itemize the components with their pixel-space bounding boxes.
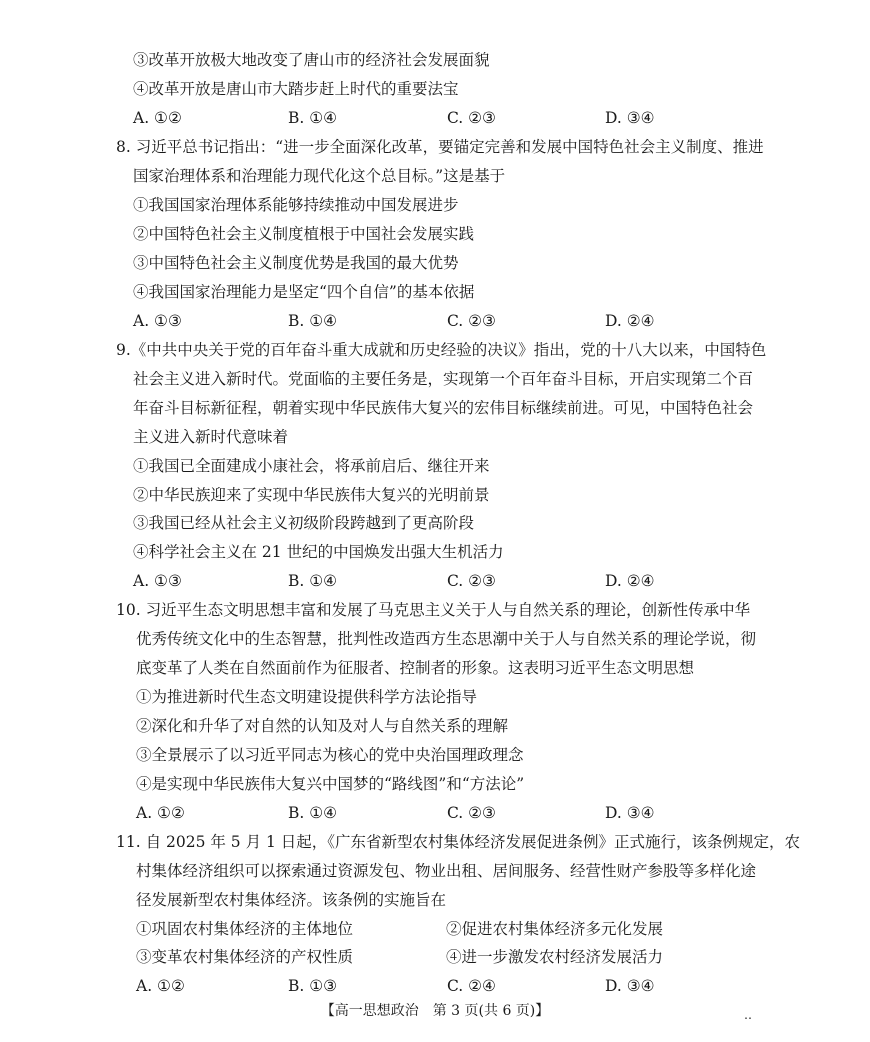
- q8-statement-2: ②中国特色社会主义制度植根于中国社会发展实践: [133, 225, 475, 243]
- q11-statement-1: ①巩固农村集体经济的主体地位: [136, 920, 354, 938]
- q10-choice-b: B. ①④: [288, 804, 338, 822]
- q9-choice-d: D. ②④: [605, 572, 655, 590]
- footer-mark: ‥: [744, 1008, 753, 1022]
- q9-statement-4: ④科学社会主义在 21 世纪的中国焕发出强大生机活力: [133, 543, 504, 561]
- q11-choice-a: A. ①②: [136, 977, 185, 995]
- q8-stem-line-2: 国家治理体系和治理能力现代化这个总目标。”这是基于: [133, 167, 506, 185]
- q10-stem-line-1: 10. 习近平生态文明思想丰富和发展了马克思主义关于人与自然关系的理论，创新性传承中华: [116, 601, 751, 619]
- q10-statement-3: ③全景展示了以习近平同志为核心的党中央治国理政理念: [136, 746, 524, 764]
- q11-stem-line-1: 11. 自 2025 年 5 月 1 日起，《广东省新型农村集体经济发展促进条例》正式施行，该条例规定，农: [116, 833, 801, 851]
- q8-statement-3: ③中国特色社会主义制度优势是我国的最大优势: [133, 254, 459, 272]
- footer-page-info: 【高一思想政治 第 3 页(共 6 页)】: [320, 1003, 550, 1019]
- q7-statement-4: ④改革开放是唐山市大踏步赶上时代的重要法宝: [133, 80, 459, 98]
- q8-statement-1: ①我国国家治理体系能够持续推动中国发展进步: [133, 196, 459, 214]
- q11-stem-line-2: 村集体经济组织可以探索通过资源发包、物业出租、居间服务、经营性财产参股等多样化途: [136, 862, 757, 880]
- q11-choice-b: B. ①③: [288, 977, 338, 995]
- q11-choice-d: D. ③④: [605, 977, 655, 995]
- q7-choice-b: B. ①④: [288, 109, 338, 127]
- q9-stem-line-4: 主义进入新时代意味着: [133, 428, 289, 446]
- q9-statement-2: ②中华民族迎来了实现中华民族伟大复兴的光明前景: [133, 486, 490, 504]
- q7-choices: [133, 108, 693, 128]
- page-footer: [0, 1002, 870, 1020]
- q9-statement-1: ①我国已全面建成小康社会，将承前启后、继往开来: [133, 457, 490, 475]
- q9-statement-3: ③我国已经从社会主义初级阶段跨越到了更高阶段: [133, 514, 475, 532]
- q7-statement-3: ③改革开放极大地改变了唐山市的经济社会发展面貌: [133, 51, 490, 69]
- q8-stem-line-1: 8. 习近平总书记指出：“进一步全面深化改革，要锚定完善和发展中国特色社会主义制度、推进: [116, 138, 764, 156]
- q10-choices: [136, 803, 696, 823]
- q9-stem-line-2: 社会主义进入新时代。党面临的主要任务是，实现第一个百年奋斗目标，开启实现第二个百: [133, 370, 754, 388]
- q10-choice-d: D. ③④: [605, 804, 655, 822]
- q9-choice-a: A. ①③: [133, 572, 182, 590]
- q8-statement-4: ④我国国家治理能力是坚定“四个自信”的基本依据: [133, 283, 475, 301]
- q11-choice-c: C. ②④: [447, 977, 496, 995]
- q9-choices: [133, 571, 693, 591]
- q7-choice-a: A. ①②: [133, 109, 182, 127]
- q10-choice-a: A. ①②: [136, 804, 185, 822]
- q11-statement-2: ②促进农村集体经济多元化发展: [446, 920, 664, 938]
- q9-choice-c: C. ②③: [447, 572, 496, 590]
- q11-statement-3: ③变革农村集体经济的产权性质: [136, 948, 354, 966]
- q10-statement-4: ④是实现中华民族伟大复兴中国梦的“路线图”和“方法论”: [136, 775, 525, 793]
- q9-choice-b: B. ①④: [288, 572, 338, 590]
- q10-statement-2: ②深化和升华了对自然的认知及对人与自然关系的理解: [136, 717, 509, 735]
- q10-stem-line-2: 优秀传统文化中的生态智慧，批判性改造西方生态思潮中关于人与自然关系的理论学说，彻: [136, 630, 757, 648]
- q10-statement-1: ①为推进新时代生态文明建设提供科学方法论指导: [136, 688, 478, 706]
- q8-choice-a: A. ①③: [133, 312, 182, 330]
- q7-choice-c: C. ②③: [447, 109, 496, 127]
- q11-choices: [136, 976, 696, 996]
- q11-statement-4: ④进一步激发农村经济发展活力: [446, 948, 664, 966]
- q10-stem-line-3: 底变革了人类在自然面前作为征服者、控制者的形象。这表明习近平生态文明思想: [136, 659, 695, 677]
- q10-choice-c: C. ②③: [447, 804, 496, 822]
- q9-stem-line-3: 年奋斗目标新征程，朝着实现中华民族伟大复兴的宏伟目标继续前进。可见，中国特色社会: [133, 399, 754, 417]
- q7-choice-d: D. ③④: [605, 109, 655, 127]
- q9-stem-line-1: 9.《中共中央关于党的百年奋斗重大成就和历史经验的决议》指出，党的十八大以来，中国特色: [116, 341, 767, 359]
- q8-choice-d: D. ②④: [605, 312, 655, 330]
- q8-choice-b: B. ①④: [288, 312, 338, 330]
- q8-choice-c: C. ②③: [447, 312, 496, 330]
- q11-stem-line-3: 径发展新型农村集体经济。该条例的实施旨在: [136, 891, 447, 909]
- q8-choices: [133, 311, 693, 331]
